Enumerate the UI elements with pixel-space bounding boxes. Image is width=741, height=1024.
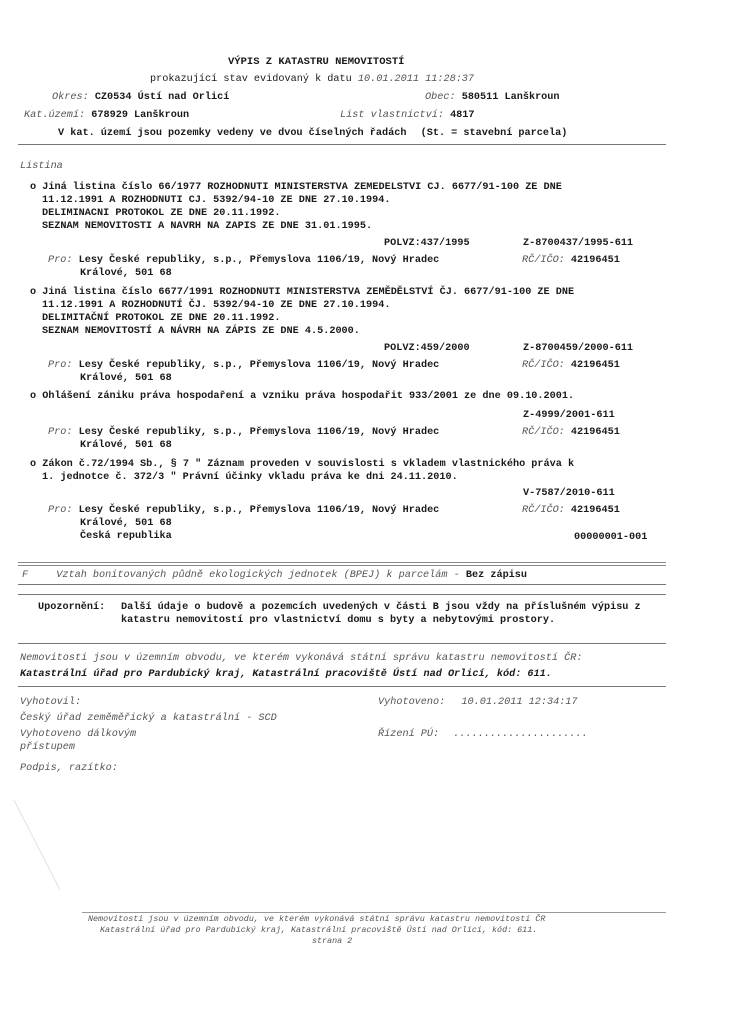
obec-value: 580511 Lanškroun bbox=[461, 92, 560, 103]
rizeni bbox=[378, 728, 588, 741]
authority-rule bbox=[18, 686, 666, 687]
pro-label: Pro: bbox=[48, 255, 73, 266]
dalkovy-line-2: přístupem bbox=[20, 742, 76, 753]
vyhotoveno bbox=[378, 696, 578, 709]
kat-note-text: V kat. území jsou pozemky vedeny ve dvou číselných řadách bbox=[58, 128, 407, 139]
warning-label: Upozornění: bbox=[38, 602, 106, 613]
subtitle-prefix: prokazující stav evidovaný k datu bbox=[150, 74, 352, 85]
kat-note bbox=[58, 127, 567, 140]
section-f-value: Bez zápisu bbox=[465, 570, 528, 581]
listina-heading: Listina bbox=[20, 161, 63, 172]
entry-3-ref: Z-4999/2001-611 bbox=[523, 410, 615, 421]
entry-2-line-3: DELIMITAČNÍ PROTOKOL ZE DNE 20.11.1992. bbox=[42, 313, 281, 324]
list-label: List vlastnictví: bbox=[340, 110, 444, 121]
pro-name: Lesy České republiky, s.p., Přemyslova 1106/19, Nový Hradec bbox=[78, 427, 440, 438]
entry-1-rc bbox=[522, 254, 620, 267]
warning-bottom-rule bbox=[18, 643, 666, 644]
entry-1-ref: Z-8700437/1995-611 bbox=[523, 238, 634, 249]
katuzemi-value: 678929 Lanškroun bbox=[91, 110, 190, 121]
entry-2-line-2: 11.12.1991 A ROZHODNUTÍ ČJ. 5392/94-10 ZE DNE 27.10.1994. bbox=[42, 300, 391, 311]
entry-4-code: 00000001-001 bbox=[574, 532, 648, 543]
listina-entry-1 bbox=[30, 181, 562, 233]
entry-1-polvz: POLVZ:437/1995 bbox=[384, 238, 470, 249]
section-f-top-rule bbox=[18, 562, 666, 566]
okres-label: Okres: bbox=[52, 92, 89, 103]
authority-line-2: Katastrální úřad pro Pardubický kraj, Katastrální pracoviště Ústí nad Orlicí, kód: 611. bbox=[20, 669, 552, 680]
page-footer-line-1: Nemovitosti jsou v územním obvodu, ve kterém vykonává státní správu katastru nemovitostí ČR bbox=[88, 914, 546, 924]
entry-4-country: Česká republika bbox=[80, 531, 172, 542]
entry-1-city: Králové, 501 68 bbox=[80, 268, 172, 279]
katuzemi-label: Kat.území: bbox=[24, 110, 86, 121]
pro-name: Lesy České republiky, s.p., Přemyslova 1106/19, Nový Hradec bbox=[78, 360, 440, 371]
list-value: 4817 bbox=[450, 110, 475, 121]
rc-label: RČ/IČO: bbox=[522, 505, 565, 516]
page-number: strana 2 bbox=[312, 936, 353, 946]
entry-1-line-3: DELIMINACNI PROTOKOL ZE DNE 20.11.1992. bbox=[42, 208, 281, 219]
list-row bbox=[340, 109, 475, 122]
section-f-letter: F bbox=[22, 570, 29, 581]
vyhotovil-label: Vyhotovil: bbox=[20, 697, 82, 708]
entry-4-rc bbox=[522, 504, 620, 517]
rc-value: 42196451 bbox=[570, 360, 620, 371]
entry-3-pro bbox=[48, 426, 439, 439]
entry-2-pro bbox=[48, 359, 439, 372]
entry-4-pro bbox=[48, 504, 439, 517]
entry-3-line-1: o Ohlášení zániku práva hospodaření a vzniku práva hospodařit 933/2001 ze dne 09.10.2001. bbox=[30, 391, 575, 402]
rc-value: 42196451 bbox=[570, 255, 620, 266]
entry-1-line-1: o Jiná listina číslo 66/1977 ROZHODNUTI MINISTERSTVA ZEMEDELSTVI CJ. 6677/91-100 ZE DNE bbox=[30, 182, 562, 193]
scan-artifact bbox=[0, 780, 120, 900]
subtitle bbox=[150, 73, 474, 86]
vyhotoveno-value: 10.01.2011 12:34:17 bbox=[461, 697, 578, 708]
entry-4-city: Králové, 501 68 bbox=[80, 518, 172, 529]
kat-note-paren: (St. = stavební parcela) bbox=[420, 128, 568, 139]
rizeni-label: Řízení PÚ: bbox=[378, 729, 440, 740]
pro-label: Pro: bbox=[48, 427, 73, 438]
warning-text: Další údaje o budově a pozemcích uvedených v části B jsou vždy na příslušném výpisu z katastru nemovitostí pro vlastnictví domu s byty a nebytovými prostory. bbox=[121, 602, 641, 626]
section-f-bottom-rule bbox=[18, 584, 666, 585]
rc-label: RČ/IČO: bbox=[522, 255, 565, 266]
pro-name: Lesy České republiky, s.p., Přemyslova 1106/19, Nový Hradec bbox=[78, 255, 440, 266]
entry-1-pro bbox=[48, 254, 439, 267]
entry-4-line-1: o Zákon č.72/1994 Sb., § 7 " Záznam proveden v souvislosti s vkladem vlastnického práva k bbox=[30, 459, 575, 470]
entry-1-line-4: SEZNAM NEMOVITOSTI A NAVRH NA ZAPIS ZE DNE 31.01.1995. bbox=[42, 221, 373, 232]
warning-top-rule bbox=[18, 594, 666, 595]
vyhotoveno-label: Vyhotoveno: bbox=[378, 697, 446, 708]
rizeni-value: ...................... bbox=[453, 729, 588, 740]
entry-3-city: Králové, 501 68 bbox=[80, 440, 172, 451]
katuzemi-row bbox=[24, 109, 189, 122]
section-f-text: Vztah bonitovaných půdně ekologických jednotek (BPEJ) k parcelám bbox=[56, 570, 448, 581]
entry-2-line-1: o Jiná listina číslo 6677/1991 ROZHODNUTI MINISTERSTVA ZEMĚDĚLSTVÍ ČJ. 6677/91-100 ZE DNE bbox=[30, 287, 575, 298]
vyhotovil-value: Český úřad zeměměřický a katastrální - SCD bbox=[20, 713, 277, 724]
podpis-label: Podpis, razítko: bbox=[20, 763, 118, 774]
okres-value: CZ0534 Ústí nad Orlicí bbox=[94, 92, 230, 103]
entry-3-rc bbox=[522, 426, 620, 439]
entry-2-line-4: SEZNAM NEMOVITOSTÍ A NÁVRH NA ZÁPIS ZE DNE 4.5.2000. bbox=[42, 326, 360, 337]
header-divider bbox=[18, 144, 666, 145]
page-footer-line-2: Katastrální úřad pro Pardubický kraj, Katastrální pracoviště Ústí nad Orlicí, kód: 611. bbox=[100, 925, 538, 935]
page-footer-rule bbox=[82, 912, 666, 913]
entry-1-line-2: 11.12.1991 A ROZHODNUTI CJ. 5392/94-10 ZE DNE 27.10.1994. bbox=[42, 195, 391, 206]
pro-name: Lesy České republiky, s.p., Přemyslova 1106/19, Nový Hradec bbox=[78, 505, 440, 516]
pro-label: Pro: bbox=[48, 505, 73, 516]
listina-entry-2 bbox=[30, 286, 574, 338]
entry-4-ref: V-7587/2010-611 bbox=[523, 488, 615, 499]
rc-label: RČ/IČO: bbox=[522, 427, 565, 438]
okres-row bbox=[52, 91, 229, 104]
rc-label: RČ/IČO: bbox=[522, 360, 565, 371]
rc-value: 42196451 bbox=[570, 427, 620, 438]
obec-label: Obec: bbox=[425, 92, 456, 103]
authority-line-1: Nemovitosti jsou v územním obvodu, ve kterém vykonává státní správu katastru nemovitostí ČR: bbox=[20, 653, 583, 664]
entry-2-rc bbox=[522, 359, 620, 372]
document-title: VÝPIS Z KATASTRU NEMOVITOSTÍ bbox=[228, 56, 405, 68]
section-f-dash: - bbox=[453, 570, 460, 581]
subtitle-date: 10.01.2011 11:28:37 bbox=[357, 74, 475, 85]
listina-entry-4 bbox=[30, 458, 574, 484]
entry-2-city: Králové, 501 68 bbox=[80, 373, 172, 384]
section-f bbox=[22, 569, 527, 582]
pro-label: Pro: bbox=[48, 360, 73, 371]
entry-4-line-2: 1. jednotce č. 372/3 " Právní účinky vkladu práva ke dni 24.11.2010. bbox=[42, 472, 458, 483]
entry-2-polvz: POLVZ:459/2000 bbox=[384, 343, 470, 354]
rc-value: 42196451 bbox=[570, 505, 620, 516]
obec-row bbox=[425, 91, 560, 104]
dalkovy-line-1: Vyhotoveno dálkovým bbox=[20, 729, 137, 740]
entry-2-ref: Z-8700459/2000-611 bbox=[523, 343, 634, 354]
